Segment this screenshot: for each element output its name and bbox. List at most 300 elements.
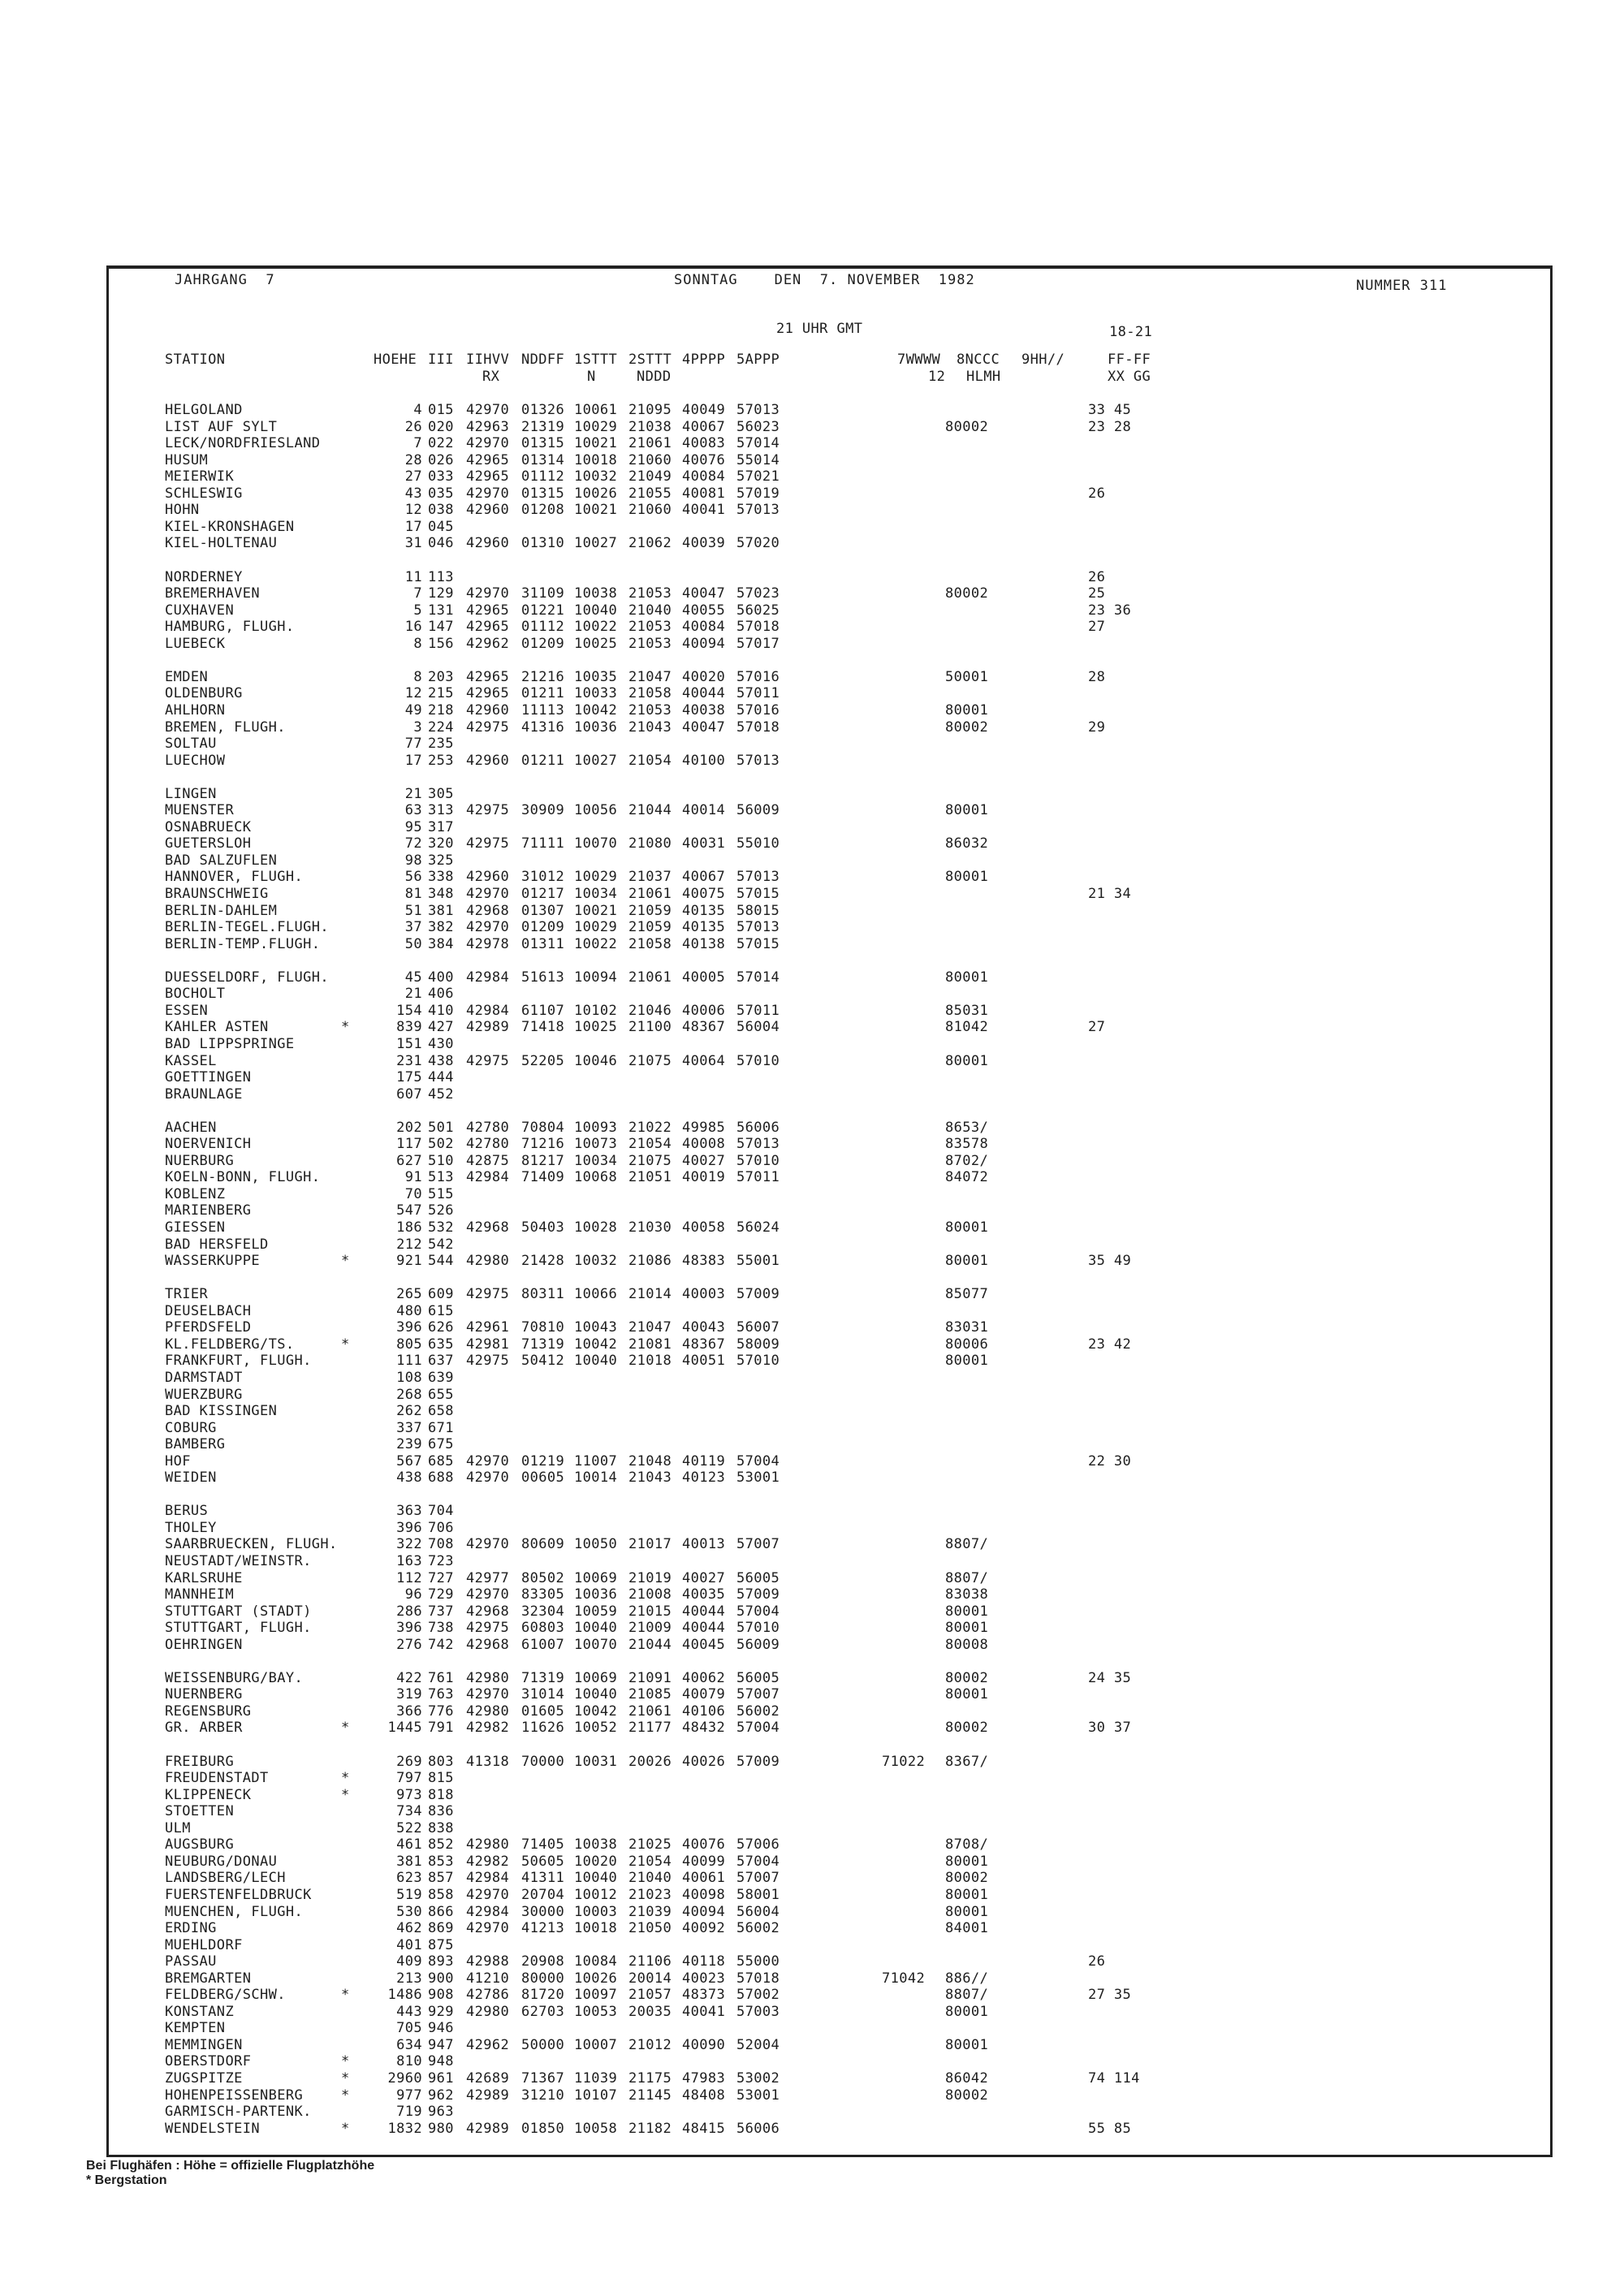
- station-id: 045: [428, 518, 454, 535]
- group-iihvv: 42984: [466, 1903, 510, 1920]
- table-row: [0, 1987, 1624, 2003]
- table-row: [0, 1136, 1624, 1152]
- table-row: [0, 1920, 1624, 1936]
- group-5appp: 56002: [736, 1703, 780, 1720]
- station-height: 530: [396, 1903, 422, 1920]
- station-height: 401: [396, 1936, 422, 1953]
- group-5appp: 57007: [736, 1870, 780, 1887]
- station-name: BREMERHAVEN: [165, 585, 260, 602]
- table-row: [0, 602, 1624, 619]
- station-name: BOCHOLT: [165, 986, 226, 1003]
- mountain-marker: *: [341, 1770, 350, 1787]
- group-4pppp: 40041: [682, 2003, 726, 2020]
- group-ff-ff: 26: [1088, 568, 1106, 585]
- group-nddff: 01307: [521, 902, 565, 919]
- group-nddff: 01310: [521, 535, 565, 552]
- table-row: [0, 719, 1624, 736]
- table-row: [0, 569, 1624, 585]
- station-height: 839: [396, 1019, 422, 1036]
- station-name: EMDEN: [165, 668, 209, 685]
- group-5appp: 57017: [736, 635, 780, 652]
- group-1sttt: 10027: [574, 535, 618, 552]
- station-height: 37: [404, 919, 422, 936]
- group-nddff: 01209: [521, 919, 565, 936]
- station-id: 929: [428, 2003, 454, 2020]
- table-spacer-row: [0, 1653, 1624, 1669]
- group-2sttt: 21086: [628, 1253, 672, 1269]
- group-ff-ff: 28: [1088, 668, 1106, 685]
- column-header-row: [0, 352, 1624, 368]
- group-nddff: 31210: [521, 2087, 565, 2104]
- table-row: [0, 636, 1624, 652]
- group-1sttt: 10021: [574, 435, 618, 452]
- station-height: 265: [396, 1286, 422, 1303]
- group-nddff: 83305: [521, 1586, 565, 1603]
- group-nddff: 70000: [521, 1753, 565, 1770]
- group-5appp: 57023: [736, 585, 780, 602]
- group-4pppp: 40075: [682, 886, 726, 902]
- station-height: 28: [404, 451, 422, 468]
- group-iihvv: 42984: [466, 1002, 510, 1019]
- group-ff-ff: 21 34: [1088, 886, 1132, 902]
- station-name: DEUSELBACH: [165, 1302, 252, 1319]
- table-row: [0, 1787, 1624, 1803]
- group-4pppp: 40123: [682, 1470, 726, 1487]
- group-iihvv: 42982: [466, 1853, 510, 1870]
- group-1sttt: 10036: [574, 1586, 618, 1603]
- group-4pppp: 40047: [682, 719, 726, 736]
- group-2sttt: 21175: [628, 2070, 672, 2087]
- group-nddff: 01217: [521, 886, 565, 902]
- group-iihvv: 42970: [466, 1452, 510, 1470]
- station-name: SAARBRUECKEN, FLUGH.: [165, 1536, 338, 1553]
- station-name: STOETTEN: [165, 1803, 235, 1820]
- group-4pppp: 40062: [682, 1669, 726, 1686]
- station-id: 961: [428, 2070, 454, 2087]
- group-4pppp: 40055: [682, 602, 726, 619]
- group-1sttt: 10025: [574, 1019, 618, 1036]
- group-nddff: 70810: [521, 1319, 565, 1336]
- station-height: 396: [396, 1519, 422, 1536]
- group-8nccc: 80001: [945, 1219, 989, 1236]
- col-2sttt: 2STTT: [628, 352, 672, 368]
- table-row: [0, 2053, 1624, 2069]
- group-1sttt: 10059: [574, 1603, 618, 1620]
- table-row: [0, 2037, 1624, 2053]
- group-2sttt: 21023: [628, 1886, 672, 1903]
- table-row: [0, 819, 1624, 835]
- table-row: [0, 802, 1624, 818]
- station-id: 658: [428, 1403, 454, 1419]
- group-iihvv: 42982: [466, 1720, 510, 1737]
- group-2sttt: 21060: [628, 451, 672, 468]
- group-nddff: 21428: [521, 1253, 565, 1269]
- group-5appp: 57013: [736, 869, 780, 886]
- group-nddff: 71319: [521, 1669, 565, 1686]
- group-2sttt: 21025: [628, 1836, 672, 1854]
- group-4pppp: 40044: [682, 685, 726, 702]
- station-id: 791: [428, 1720, 454, 1737]
- station-id: 510: [428, 1152, 454, 1169]
- station-name: OSNABRUECK: [165, 818, 252, 835]
- group-2sttt: 21075: [628, 1152, 672, 1169]
- station-height: 50: [404, 935, 422, 952]
- station-name: MUENCHEN, FLUGH.: [165, 1903, 304, 1920]
- station-name: MUENSTER: [165, 802, 235, 819]
- group-4pppp: 40094: [682, 635, 726, 652]
- group-8nccc: 80002: [945, 719, 989, 736]
- group-1sttt: 10040: [574, 1353, 618, 1370]
- mountain-marker: *: [341, 1987, 350, 2004]
- group-4pppp: 40079: [682, 1686, 726, 1703]
- table-row: [0, 2087, 1624, 2104]
- station-id: 305: [428, 785, 454, 802]
- group-4pppp: 40039: [682, 535, 726, 552]
- group-nddff: 41311: [521, 1870, 565, 1887]
- group-2sttt: 21057: [628, 1987, 672, 2004]
- group-1sttt: 10069: [574, 1669, 618, 1686]
- station-name: NORDERNEY: [165, 568, 243, 585]
- group-nddff: 50605: [521, 1853, 565, 1870]
- group-5appp: 56006: [736, 2120, 780, 2137]
- group-1sttt: 10003: [574, 1903, 618, 1920]
- group-1sttt: 10029: [574, 418, 618, 435]
- station-name: HUSUM: [165, 451, 209, 468]
- mountain-marker: *: [341, 1720, 350, 1737]
- group-ff-ff: 55 85: [1088, 2120, 1132, 2137]
- group-nddff: 80000: [521, 1970, 565, 1987]
- group-4pppp: 40051: [682, 1353, 726, 1370]
- station-id: 626: [428, 1319, 454, 1336]
- station-height: 422: [396, 1669, 422, 1686]
- group-8nccc: 80002: [945, 1870, 989, 1887]
- group-iihvv: 42977: [466, 1569, 510, 1586]
- table-row: [0, 1603, 1624, 1620]
- group-5appp: 57013: [736, 752, 780, 769]
- group-2sttt: 21058: [628, 685, 672, 702]
- table-row: [0, 969, 1624, 986]
- group-iihvv: 42975: [466, 1620, 510, 1637]
- table-row: [0, 1319, 1624, 1336]
- col-ff-ff: FF-FF: [1108, 352, 1151, 368]
- table-row: [0, 852, 1624, 869]
- group-5appp: 56009: [736, 1636, 780, 1653]
- station-name: HOHENPEISSENBERG: [165, 2087, 304, 2104]
- col-5appp: 5APPP: [736, 352, 780, 368]
- station-height: 239: [396, 1436, 422, 1453]
- group-iihvv: 42970: [466, 485, 510, 502]
- group-1sttt: 10094: [574, 969, 618, 986]
- station-id: 836: [428, 1803, 454, 1820]
- column-subheader-row: [0, 369, 1624, 385]
- group-iihvv: 42970: [466, 1686, 510, 1703]
- station-height: 366: [396, 1703, 422, 1720]
- group-ff-ff: 24 35: [1088, 1669, 1132, 1686]
- table-row: [0, 702, 1624, 719]
- group-nddff: 01315: [521, 485, 565, 502]
- group-8nccc: 8653/: [945, 1119, 989, 1136]
- col-8nccc: 8NCCC: [957, 352, 1000, 368]
- group-4pppp: 40138: [682, 935, 726, 952]
- station-height: 8: [413, 668, 422, 685]
- group-4pppp: 40084: [682, 619, 726, 636]
- station-height: 12: [404, 685, 422, 702]
- group-5appp: 57010: [736, 1152, 780, 1169]
- group-8nccc: 80002: [945, 1720, 989, 1737]
- group-4pppp: 48383: [682, 1253, 726, 1269]
- station-name: LIST AUF SYLT: [165, 418, 278, 435]
- station-name: PASSAU: [165, 1953, 217, 1970]
- station-name: WENDELSTEIN: [165, 2120, 260, 2137]
- station-name: BAD LIPPSPRINGE: [165, 1035, 295, 1052]
- group-nddff: 81720: [521, 1987, 565, 2004]
- table-row: [0, 2004, 1624, 2020]
- table-row: [0, 1069, 1624, 1085]
- group-5appp: 57006: [736, 1836, 780, 1854]
- group-nddff: 01326: [521, 402, 565, 418]
- station-id: 444: [428, 1069, 454, 1085]
- group-nddff: 01850: [521, 2120, 565, 2137]
- group-8nccc: 886//: [945, 1970, 989, 1987]
- group-4pppp: 40026: [682, 1753, 726, 1770]
- col-1sttt-sub: N: [587, 369, 596, 385]
- group-nddff: 71319: [521, 1336, 565, 1353]
- table-row: [0, 502, 1624, 518]
- station-height: 17: [404, 518, 422, 535]
- group-2sttt: 21050: [628, 1920, 672, 1937]
- group-8nccc: 80001: [945, 1253, 989, 1269]
- station-height: 461: [396, 1836, 422, 1854]
- group-1sttt: 10028: [574, 1219, 618, 1236]
- table-spacer-row: [0, 952, 1624, 969]
- station-height: 21: [404, 986, 422, 1003]
- group-8nccc: 80001: [945, 1686, 989, 1703]
- group-5appp: 58015: [736, 902, 780, 919]
- table-row: [0, 1904, 1624, 1920]
- group-ff-ff: 27: [1088, 1019, 1106, 1036]
- group-5appp: 57007: [736, 1536, 780, 1553]
- group-nddff: 01315: [521, 435, 565, 452]
- station-height: 4: [413, 402, 422, 418]
- table-row: [0, 419, 1624, 435]
- station-id: 020: [428, 418, 454, 435]
- group-1sttt: 10038: [574, 585, 618, 602]
- station-height: 480: [396, 1302, 422, 1319]
- group-iihvv: 42960: [466, 752, 510, 769]
- station-name: KARLSRUHE: [165, 1569, 243, 1586]
- station-height: 623: [396, 1870, 422, 1887]
- group-nddff: 21319: [521, 418, 565, 435]
- group-5appp: 57013: [736, 502, 780, 519]
- station-height: 151: [396, 1035, 422, 1052]
- station-height: 212: [396, 1236, 422, 1253]
- station-name: DUESSELDORF, FLUGH.: [165, 969, 330, 986]
- table-row: [0, 919, 1624, 935]
- table-spacer-row: [0, 1487, 1624, 1503]
- table-row: [0, 1387, 1624, 1403]
- group-1sttt: 10069: [574, 1569, 618, 1586]
- station-id: 381: [428, 902, 454, 919]
- station-name: GUETERSLOH: [165, 835, 252, 852]
- table-row: [0, 1236, 1624, 1253]
- group-8nccc: 80002: [945, 2087, 989, 2104]
- group-1sttt: 10036: [574, 719, 618, 736]
- station-id: 609: [428, 1286, 454, 1303]
- group-1sttt: 10038: [574, 1836, 618, 1854]
- station-id: 615: [428, 1302, 454, 1319]
- station-id: 320: [428, 835, 454, 852]
- group-8nccc: 84001: [945, 1920, 989, 1937]
- group-iihvv: 42970: [466, 435, 510, 452]
- group-iihvv: 42780: [466, 1119, 510, 1136]
- group-ff-ff: 35 49: [1088, 1253, 1132, 1269]
- table-row: [0, 585, 1624, 602]
- table-row: [0, 753, 1624, 769]
- station-id: 203: [428, 668, 454, 685]
- station-id: 815: [428, 1770, 454, 1787]
- group-1sttt: 10053: [574, 2003, 618, 2020]
- station-height: 438: [396, 1470, 422, 1487]
- group-iihvv: 42875: [466, 1152, 510, 1169]
- station-height: 262: [396, 1403, 422, 1419]
- station-name: STUTTGART (STADT): [165, 1603, 312, 1620]
- group-2sttt: 21182: [628, 2120, 672, 2137]
- group-2sttt: 21044: [628, 802, 672, 819]
- group-4pppp: 48367: [682, 1336, 726, 1353]
- station-id: 215: [428, 685, 454, 702]
- group-iihvv: 42989: [466, 1019, 510, 1036]
- group-5appp: 57018: [736, 719, 780, 736]
- group-nddff: 01311: [521, 935, 565, 952]
- group-1sttt: 10014: [574, 1470, 618, 1487]
- group-8nccc: 84072: [945, 1169, 989, 1186]
- table-row: [0, 1003, 1624, 1019]
- group-1sttt: 10093: [574, 1119, 618, 1136]
- col-nddff: NDDFF: [521, 352, 565, 368]
- station-id: 948: [428, 2053, 454, 2070]
- table-row: [0, 402, 1624, 418]
- group-iihvv: 42981: [466, 1336, 510, 1353]
- station-name: GIESSEN: [165, 1219, 226, 1236]
- group-8nccc: 86042: [945, 2070, 989, 2087]
- group-5appp: 57011: [736, 685, 780, 702]
- station-name: FREIBURG: [165, 1753, 235, 1770]
- station-name: MUEHLDORF: [165, 1936, 243, 1953]
- observation-time: 21 UHR GMT: [776, 321, 863, 337]
- station-name: KONSTANZ: [165, 2003, 235, 2020]
- station-height: 17: [404, 752, 422, 769]
- mountain-marker: *: [341, 2120, 350, 2137]
- group-nddff: 30909: [521, 802, 565, 819]
- group-nddff: 01605: [521, 1703, 565, 1720]
- group-2sttt: 21177: [628, 1720, 672, 1737]
- group-1sttt: 10073: [574, 1136, 618, 1153]
- group-iihvv: 42965: [466, 619, 510, 636]
- group-2sttt: 21081: [628, 1336, 672, 1353]
- station-name: BAD HERSFELD: [165, 1236, 269, 1253]
- group-2sttt: 21053: [628, 701, 672, 719]
- group-4pppp: 48367: [682, 1019, 726, 1036]
- station-height: 112: [396, 1569, 422, 1586]
- station-name: NEUBURG/DONAU: [165, 1853, 278, 1870]
- station-height: 154: [396, 1002, 422, 1019]
- group-2sttt: 21040: [628, 1870, 672, 1887]
- group-1sttt: 10027: [574, 752, 618, 769]
- group-iihvv: 42989: [466, 2087, 510, 2104]
- station-height: 519: [396, 1886, 422, 1903]
- group-iihvv: 42988: [466, 1953, 510, 1970]
- station-height: 396: [396, 1319, 422, 1336]
- group-iihvv: 41318: [466, 1753, 510, 1770]
- group-5appp: 57013: [736, 402, 780, 418]
- group-iihvv: 42980: [466, 1703, 510, 1720]
- group-nddff: 30000: [521, 1903, 565, 1920]
- group-ff-ff: 23 36: [1088, 602, 1132, 619]
- station-height: 797: [396, 1770, 422, 1787]
- station-height: 27: [404, 468, 422, 486]
- table-row: [0, 535, 1624, 551]
- station-id: 866: [428, 1903, 454, 1920]
- station-name: ULM: [165, 1819, 191, 1836]
- station-height: 396: [396, 1620, 422, 1637]
- station-id: 675: [428, 1436, 454, 1453]
- station-id: 853: [428, 1853, 454, 1870]
- group-4pppp: 40083: [682, 435, 726, 452]
- station-id: 761: [428, 1669, 454, 1686]
- group-8nccc: 8807/: [945, 1536, 989, 1553]
- group-nddff: 11113: [521, 701, 565, 719]
- table-row: [0, 1854, 1624, 1870]
- station-height: 567: [396, 1452, 422, 1470]
- table-row: [0, 1686, 1624, 1703]
- table-row: [0, 1937, 1624, 1953]
- station-name: WASSERKUPPE: [165, 1253, 260, 1269]
- table-row: [0, 1120, 1624, 1136]
- group-2sttt: 21018: [628, 1353, 672, 1370]
- station-name: KIEL-KRONSHAGEN: [165, 518, 295, 535]
- group-5appp: 57009: [736, 1586, 780, 1603]
- col-ff-ff-sub: XX GG: [1108, 369, 1151, 385]
- table-row: [0, 1553, 1624, 1569]
- station-id: 900: [428, 1970, 454, 1987]
- station-height: 634: [396, 2036, 422, 2053]
- group-8nccc: 83031: [945, 1319, 989, 1336]
- station-name: BAMBERG: [165, 1436, 226, 1453]
- table-row: [0, 886, 1624, 902]
- group-iihvv: 42980: [466, 1253, 510, 1269]
- station-id: 857: [428, 1870, 454, 1887]
- station-name: BRAUNSCHWEIG: [165, 886, 269, 902]
- group-nddff: 31014: [521, 1686, 565, 1703]
- group-5appp: 57004: [736, 1720, 780, 1737]
- station-id: 635: [428, 1336, 454, 1353]
- group-ff-ff: 29: [1088, 719, 1106, 736]
- station-name: KOELN-BONN, FLUGH.: [165, 1169, 321, 1186]
- station-name: TRIER: [165, 1286, 209, 1303]
- table-row: [0, 1520, 1624, 1536]
- group-1sttt: 10034: [574, 886, 618, 902]
- station-id: 325: [428, 852, 454, 869]
- group-2sttt: 21095: [628, 402, 672, 418]
- group-iihvv: 42980: [466, 1669, 510, 1686]
- station-name: BERUS: [165, 1503, 209, 1520]
- table-row: [0, 1953, 1624, 1970]
- station-id: 430: [428, 1035, 454, 1052]
- table-spacer-row: [0, 769, 1624, 785]
- station-height: 3: [413, 719, 422, 736]
- group-5appp: 53002: [736, 2070, 780, 2087]
- group-1sttt: 10031: [574, 1753, 618, 1770]
